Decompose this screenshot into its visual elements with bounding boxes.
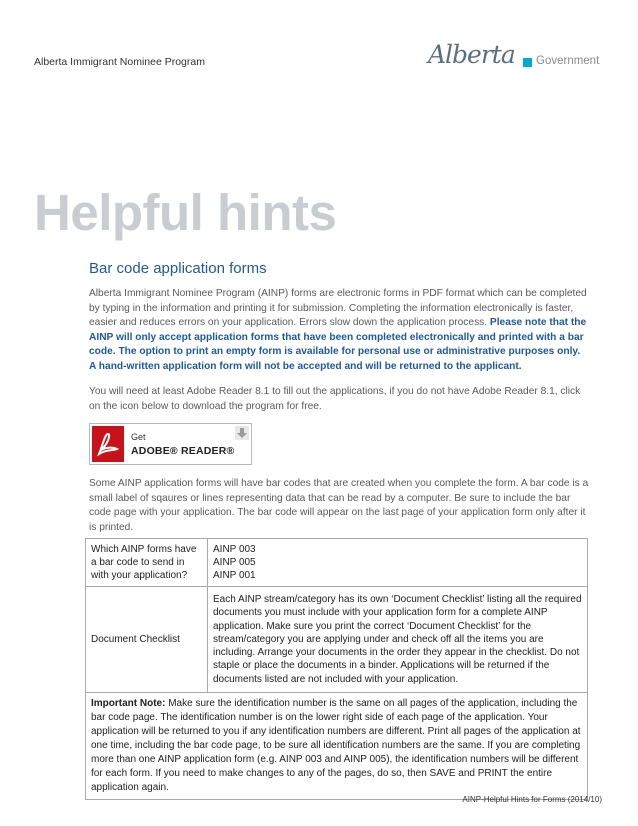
intro-paragraph <box>89 287 589 375</box>
intro-text: Alberta Immigrant Nominee Program (AINP) forms are electronic forms in PDF format which can be completed by typing in the information and printing it for submission. Completing the information electronically is faster, easier and reduces errors on your application. Errors slow down the application process. <box>89 288 587 329</box>
adobe-get-label: Get <box>131 432 146 442</box>
form-code: AINP 005 <box>213 556 256 568</box>
table-row <box>86 693 588 800</box>
alberta-logo-script: Alberta <box>428 40 515 69</box>
section-title: Bar code application forms <box>89 260 267 277</box>
document-checklist-text: Each AINP stream/category has its own ‘Document Checklist’ listing all the required documents you must include with your application form for a complete AINP application. Make sure you print the correct ‘Document Checklist’ for the stream/category you are applying under and check off all the items you are including. Arrange your documents in the order they appear in the checklist. Do not staple or place the documents in a binder. Applications will be returned if the documents listed are not included with your application. <box>208 587 588 693</box>
important-note <box>86 693 588 800</box>
document-checklist-label: Document Checklist <box>86 587 208 693</box>
footer-form-id: AINP-Helpful Hints for Forms (2014/10) <box>462 795 602 804</box>
form-code: AINP 001 <box>213 570 256 582</box>
logo-government-text: Government <box>536 55 600 67</box>
intro-bold-notice: Please note that the AINP will only accept application forms that have been completed electronically and printed with a bar code. The option to print an empty form is available for personal use or administrative purposes only. A hand-written application form will not be accepted and will be returned to the applicant. <box>89 317 587 372</box>
form-code: AINP 003 <box>213 543 256 555</box>
page-title: Helpful hints <box>34 184 337 241</box>
adobe-paragraph: You will need at least Adobe Reader 8.1 to fill out the applications, if you do not have Adobe Reader 8.1, click on the icon below to download the program for free. <box>89 386 581 412</box>
forms-with-barcode-label: Which AINP forms have a bar code to send in with your application? <box>86 539 208 587</box>
table-row <box>86 587 588 693</box>
program-name: Alberta Immigrant Nominee Program <box>34 56 205 68</box>
table-row <box>86 539 588 587</box>
barcode-paragraph: Some AINP application forms will have bar codes that are created when you complete the form. A bar code is a small label of sqaures or lines representing data that can be read by a computer. Be sure to include the bar code page with your application. The bar code will appear on the last page of your application form only after it is printed. <box>89 478 589 533</box>
barcode-info-table <box>85 538 588 800</box>
adobe-reader-label: ADOBE® READER® <box>131 445 235 457</box>
important-note-text: Make sure the identification number is the same on all pages of the application, including the bar code page. The identification number is on the lower right side of each page of the application. Your application will be returned to you if any identification numbers are different. Print all pages of the application at one time, including the bar code page, to be sure all identification numbers are the same. If you are completing more than one AINP application form (e.g. AINP 003 and AINP 005), the identification numbers will be different for each form. If you need to make changes to any of the pages, do so, then SAVE and PRINT the entire application again. <box>91 698 581 793</box>
important-note-label: Important Note: <box>91 698 166 709</box>
download-arrow-icon <box>235 426 249 445</box>
forms-with-barcode-list <box>208 539 588 587</box>
adobe-logo-icon <box>92 426 124 462</box>
logo-square-icon <box>523 58 532 67</box>
get-adobe-reader-button[interactable] <box>89 423 252 465</box>
